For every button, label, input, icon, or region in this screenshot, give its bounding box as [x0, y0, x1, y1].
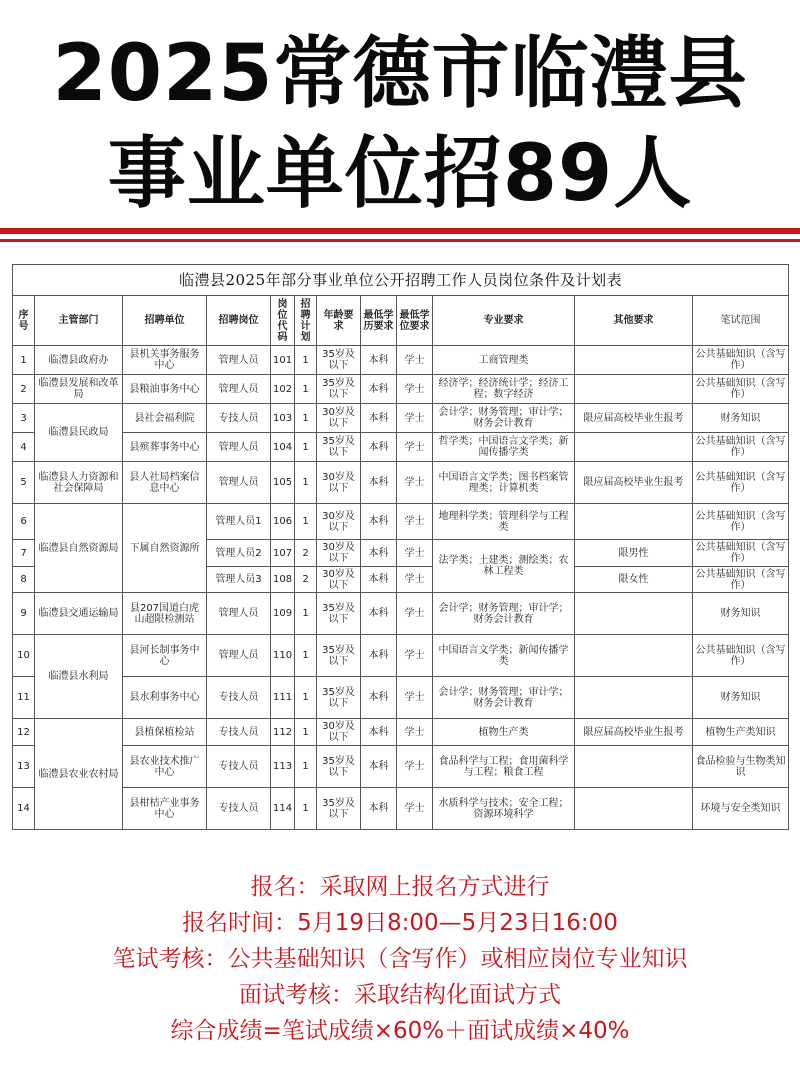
cell-other: [575, 504, 693, 540]
cell-age: 35岁及以下: [317, 433, 361, 462]
cell-degree: 学士: [397, 719, 433, 746]
table-row: [13, 433, 789, 462]
cell-code: 111: [271, 677, 295, 719]
cell-age: 30岁及以下: [317, 567, 361, 593]
table-row: [13, 462, 789, 504]
cell-other: [575, 677, 693, 719]
cell-major: 会计学；财务管理；审计学；财务会计教育: [433, 404, 575, 433]
cell-age: 30岁及以下: [317, 504, 361, 540]
header-degree: 最低学位要求: [397, 296, 433, 346]
cell-exam: 公共基础知识（含写作）: [693, 504, 789, 540]
cell-edu: 本科: [361, 433, 397, 462]
recruitment-table: [12, 264, 789, 830]
table-row: [13, 346, 789, 375]
cell-exam: 公共基础知识（含写作）: [693, 375, 789, 404]
cell-major: 地理科学类；管理科学与工程类: [433, 504, 575, 540]
cell-unit: 县人社局档案信息中心: [123, 462, 207, 504]
cell-seq: 5: [13, 462, 35, 504]
table-header-row: [13, 296, 789, 346]
cell-seq: 7: [13, 540, 35, 567]
cell-major: 经济学；经济统计学；经济工程；数字经济: [433, 375, 575, 404]
cell-exam: 财务知识: [693, 404, 789, 433]
cell-major: 会计学；财务管理；审计学；财务会计教育: [433, 593, 575, 635]
footer-total-score: 综合成绩=笔试成绩×60%＋面试成绩×40%: [170, 1018, 630, 1044]
cell-post: 管理人员: [207, 433, 271, 462]
cell-age: 35岁及以下: [317, 635, 361, 677]
cell-other: [575, 375, 693, 404]
cell-other: [575, 746, 693, 788]
cell-plan: 1: [295, 746, 317, 788]
header-unit: 招聘单位: [123, 296, 207, 346]
cell-edu: 本科: [361, 375, 397, 404]
cell-seq: 9: [13, 593, 35, 635]
cell-other: [575, 788, 693, 830]
cell-unit: 县207国道白虎山超限检测站: [123, 593, 207, 635]
cell-age: 35岁及以下: [317, 346, 361, 375]
cell-edu: 本科: [361, 346, 397, 375]
cell-code: 107: [271, 540, 295, 567]
cell-plan: 1: [295, 677, 317, 719]
cell-post: 专技人员: [207, 746, 271, 788]
cell-plan: 1: [295, 504, 317, 540]
cell-code: 108: [271, 567, 295, 593]
cell-degree: 学士: [397, 375, 433, 404]
table-row: [13, 719, 789, 746]
header-other: 其他要求: [575, 296, 693, 346]
cell-seq: 10: [13, 635, 35, 677]
cell-major: 中国语言文学类；图书档案管理类；计算机类: [433, 462, 575, 504]
cell-other: 限男性: [575, 540, 693, 567]
table-row: [13, 746, 789, 788]
header-age: 年龄要求: [317, 296, 361, 346]
cell-post: 管理人员: [207, 635, 271, 677]
cell-plan: 1: [295, 462, 317, 504]
cell-edu: 本科: [361, 404, 397, 433]
header-major: 专业要求: [433, 296, 575, 346]
cell-age: 35岁及以下: [317, 788, 361, 830]
cell-plan: 1: [295, 635, 317, 677]
cell-other: 限女性: [575, 567, 693, 593]
cell-post: 管理人员3: [207, 567, 271, 593]
red-divider-thick: [0, 228, 800, 234]
cell-unit: 县粮油事务中心: [123, 375, 207, 404]
headline-line-2: 事业单位招89人: [107, 129, 693, 219]
cell-seq: 3: [13, 404, 35, 433]
cell-major: 会计学；财务管理；审计学；财务会计教育: [433, 677, 575, 719]
cell-unit: 下属自然资源所: [123, 504, 207, 593]
cell-seq: 11: [13, 677, 35, 719]
cell-other: 限应届高校毕业生报考: [575, 719, 693, 746]
cell-plan: 1: [295, 375, 317, 404]
cell-unit: 县水利事务中心: [123, 677, 207, 719]
cell-other: 限应届高校毕业生报考: [575, 404, 693, 433]
cell-plan: 1: [295, 593, 317, 635]
cell-exam: 公共基础知识（含写作）: [693, 567, 789, 593]
cell-code: 102: [271, 375, 295, 404]
cell-exam: 公共基础知识（含写作）: [693, 433, 789, 462]
table-caption: 临澧县2025年部分事业单位公开招聘工作人员岗位条件及计划表: [13, 265, 789, 296]
cell-edu: 本科: [361, 635, 397, 677]
cell-other: [575, 346, 693, 375]
cell-other: [575, 593, 693, 635]
table-row: [13, 677, 789, 719]
cell-age: 35岁及以下: [317, 375, 361, 404]
cell-plan: 1: [295, 788, 317, 830]
cell-major: 法学类；土建类；测绘类；农林工程类: [433, 540, 575, 593]
cell-dept: 临澧县农业农村局: [35, 719, 123, 830]
cell-age: 35岁及以下: [317, 677, 361, 719]
cell-degree: 学士: [397, 635, 433, 677]
cell-post: 管理人员: [207, 346, 271, 375]
cell-age: 35岁及以下: [317, 593, 361, 635]
cell-degree: 学士: [397, 504, 433, 540]
cell-seq: 2: [13, 375, 35, 404]
cell-seq: 14: [13, 788, 35, 830]
cell-post: 专技人员: [207, 404, 271, 433]
cell-age: 35岁及以下: [317, 746, 361, 788]
cell-degree: 学士: [397, 593, 433, 635]
cell-plan: 1: [295, 719, 317, 746]
cell-dept: 临澧县自然资源局: [35, 504, 123, 593]
header-edu: 最低学历要求: [361, 296, 397, 346]
recruitment-table-container: [12, 264, 788, 830]
footer-registration-time: 报名时间：5月19日8:00—5月23日16:00: [182, 910, 618, 936]
cell-post: 管理人员: [207, 462, 271, 504]
cell-code: 113: [271, 746, 295, 788]
cell-major: 工商管理类: [433, 346, 575, 375]
cell-code: 106: [271, 504, 295, 540]
cell-plan: 1: [295, 433, 317, 462]
table-row: [13, 375, 789, 404]
cell-edu: 本科: [361, 567, 397, 593]
cell-plan: 2: [295, 567, 317, 593]
cell-other: 限应届高校毕业生报考: [575, 462, 693, 504]
cell-plan: 1: [295, 346, 317, 375]
cell-dept: 临澧县交通运输局: [35, 593, 123, 635]
footer-written-exam: 笔试考核：公共基础知识（含写作）或相应岗位专业知识: [112, 946, 688, 972]
cell-plan: 2: [295, 540, 317, 567]
table-row: [13, 404, 789, 433]
cell-code: 105: [271, 462, 295, 504]
cell-seq: 4: [13, 433, 35, 462]
cell-code: 103: [271, 404, 295, 433]
cell-exam: 财务知识: [693, 677, 789, 719]
cell-age: 30岁及以下: [317, 404, 361, 433]
cell-degree: 学士: [397, 788, 433, 830]
cell-post: 管理人员: [207, 375, 271, 404]
cell-dept: 临澧县人力资源和社会保障局: [35, 462, 123, 504]
header-post: 招聘岗位: [207, 296, 271, 346]
cell-post: 专技人员: [207, 677, 271, 719]
cell-age: 30岁及以下: [317, 719, 361, 746]
cell-dept: 临澧县水利局: [35, 635, 123, 719]
cell-edu: 本科: [361, 677, 397, 719]
cell-exam: 植物生产类知识: [693, 719, 789, 746]
cell-plan: 1: [295, 404, 317, 433]
cell-major: 食品科学与工程；食用菌科学与工程；粮食工程: [433, 746, 575, 788]
cell-degree: 学士: [397, 404, 433, 433]
cell-edu: 本科: [361, 540, 397, 567]
cell-post: 管理人员: [207, 593, 271, 635]
cell-unit: 县社会福利院: [123, 404, 207, 433]
cell-edu: 本科: [361, 788, 397, 830]
cell-other: [575, 635, 693, 677]
cell-unit: 县农业技术推广中心: [123, 746, 207, 788]
header-dept: 主管部门: [35, 296, 123, 346]
cell-post: 专技人员: [207, 719, 271, 746]
cell-dept: 临澧县民政局: [35, 404, 123, 462]
cell-seq: 8: [13, 567, 35, 593]
cell-major: 植物生产类: [433, 719, 575, 746]
header-code: 岗位代码: [271, 296, 295, 346]
cell-degree: 学士: [397, 567, 433, 593]
cell-degree: 学士: [397, 346, 433, 375]
footer-interview: 面试考核：采取结构化面试方式: [239, 982, 561, 1008]
cell-dept: 临澧县政府办: [35, 346, 123, 375]
cell-degree: 学士: [397, 677, 433, 719]
cell-code: 110: [271, 635, 295, 677]
cell-exam: 公共基础知识（含写作）: [693, 540, 789, 567]
table-row: [13, 593, 789, 635]
cell-unit: 县殡葬事务中心: [123, 433, 207, 462]
cell-degree: 学士: [397, 746, 433, 788]
cell-degree: 学士: [397, 462, 433, 504]
cell-seq: 6: [13, 504, 35, 540]
cell-seq: 1: [13, 346, 35, 375]
cell-exam: 公共基础知识（含写作）: [693, 635, 789, 677]
cell-unit: 县机关事务服务中心: [123, 346, 207, 375]
cell-major: 水质科学与技术；安全工程；资源环境科学: [433, 788, 575, 830]
cell-dept: 临澧县发展和改革局: [35, 375, 123, 404]
table-row: [13, 788, 789, 830]
cell-seq: 13: [13, 746, 35, 788]
cell-post: 管理人员1: [207, 504, 271, 540]
cell-age: 30岁及以下: [317, 540, 361, 567]
table-row: [13, 504, 789, 540]
cell-post: 专技人员: [207, 788, 271, 830]
red-divider-thin: [0, 239, 800, 242]
cell-unit: 县河长制事务中心: [123, 635, 207, 677]
cell-edu: 本科: [361, 746, 397, 788]
cell-edu: 本科: [361, 719, 397, 746]
cell-age: 30岁及以下: [317, 462, 361, 504]
cell-major: 中国语言文学类；新闻传播学类: [433, 635, 575, 677]
cell-edu: 本科: [361, 593, 397, 635]
cell-seq: 12: [13, 719, 35, 746]
cell-edu: 本科: [361, 504, 397, 540]
cell-unit: 县植保植检站: [123, 719, 207, 746]
cell-other: [575, 433, 693, 462]
cell-code: 104: [271, 433, 295, 462]
header-exam: 笔试范围: [693, 296, 789, 346]
cell-code: 101: [271, 346, 295, 375]
cell-post: 管理人员2: [207, 540, 271, 567]
footer-registration: 报名：采取网上报名方式进行: [250, 874, 550, 900]
headline-line-1: 2025常德市临澧县: [52, 29, 748, 119]
cell-exam: 财务知识: [693, 593, 789, 635]
cell-edu: 本科: [361, 462, 397, 504]
cell-exam: 环境与安全类知识: [693, 788, 789, 830]
header-plan: 招聘计划: [295, 296, 317, 346]
cell-exam: 公共基础知识（含写作）: [693, 346, 789, 375]
cell-exam: 公共基础知识（含写作）: [693, 462, 789, 504]
cell-exam: 食品检验与生物类知识: [693, 746, 789, 788]
cell-major: 哲学类；中国语言文学类；新闻传播学类: [433, 433, 575, 462]
cell-code: 114: [271, 788, 295, 830]
header-seq: 序号: [13, 296, 35, 346]
cell-code: 112: [271, 719, 295, 746]
cell-unit: 县柑桔产业事务中心: [123, 788, 207, 830]
cell-code: 109: [271, 593, 295, 635]
cell-degree: 学士: [397, 433, 433, 462]
cell-degree: 学士: [397, 540, 433, 567]
table-row: [13, 635, 789, 677]
